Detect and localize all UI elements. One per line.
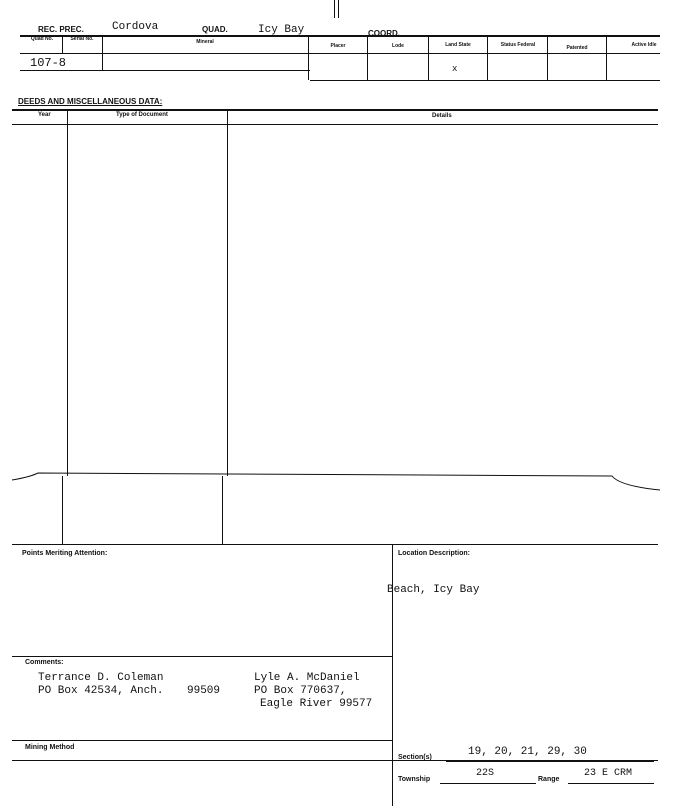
deeds-table-bottom xyxy=(12,544,658,545)
col-land-state: Land State xyxy=(445,42,471,48)
claim-table-row-bottom-right xyxy=(310,80,660,81)
claim-table-header-bottom xyxy=(20,53,660,54)
comment-right-address: PO Box 770637, xyxy=(254,685,347,697)
claim-col-divider xyxy=(62,35,63,53)
col-type-of-document: Type of Document xyxy=(116,112,168,118)
comment-right-name: Lyle A. McDaniel xyxy=(254,672,360,684)
col-active-idle: Active Idle xyxy=(631,42,657,48)
township-underline xyxy=(440,783,536,784)
col-patented: Patented xyxy=(566,45,588,51)
points-meriting-label: Points Meriting Attention: xyxy=(22,550,108,557)
claim-col-divider xyxy=(102,35,103,71)
claim-col-divider xyxy=(308,35,309,80)
range-label: Range xyxy=(538,776,560,783)
quad-value: Icy Bay xyxy=(258,24,305,36)
claim-col-divider xyxy=(428,35,429,80)
claim-table-row-bottom xyxy=(20,70,310,71)
quad-label: QUAD. xyxy=(202,25,228,34)
deeds-table-header-bottom xyxy=(12,124,658,125)
fold-line xyxy=(0,464,678,494)
col-serial-no: Serial No. xyxy=(70,36,94,42)
comment-left-address: PO Box 42534, Anch. xyxy=(38,685,164,697)
comment-left-name: Terrance D. Coleman xyxy=(38,672,164,684)
claim-col-divider xyxy=(547,35,548,80)
claim-col-divider xyxy=(606,35,607,80)
rec-prec-label: REC. PREC. xyxy=(38,25,84,34)
claim-col-divider xyxy=(367,35,368,80)
sections-label: Section(s) xyxy=(398,754,432,761)
col-details: Details xyxy=(432,113,452,119)
col-year: Year xyxy=(38,112,51,118)
mining-method-label: Mining Method xyxy=(25,744,75,751)
range-underline xyxy=(568,783,654,784)
deeds-col-divider-year xyxy=(67,110,68,476)
mining-method-top-line xyxy=(12,740,392,741)
col-status-federal: Status Federal xyxy=(500,42,536,48)
binding-mark-left xyxy=(334,0,335,18)
deeds-col-divider-type xyxy=(227,110,228,476)
land-state-mark: x xyxy=(452,64,458,74)
township-value: 22S xyxy=(476,768,495,779)
claim-table-top xyxy=(20,35,660,37)
deeds-table-top xyxy=(12,109,658,111)
comments-label: Comments: xyxy=(25,659,64,666)
claim-col-divider xyxy=(487,35,488,80)
sections-underline xyxy=(446,761,654,762)
comment-left-zip: 99509 xyxy=(187,685,221,697)
location-description-label: Location Description: xyxy=(398,550,470,557)
col-lode: Lode xyxy=(392,43,404,49)
deeds-section-title: DEEDS AND MISCELLANEOUS DATA: xyxy=(18,97,163,106)
comments-top-line xyxy=(12,656,392,657)
location-description-value: Beach, Icy Bay xyxy=(387,584,480,596)
col-placer: Placer xyxy=(330,43,346,49)
binding-mark-right xyxy=(338,0,339,18)
col-quad-no: Quad No. xyxy=(30,36,54,42)
township-label: Township xyxy=(398,776,431,783)
coord-label: COORD. xyxy=(368,29,400,38)
col-mineral: Mineral xyxy=(196,39,214,45)
rec-prec-value: Cordova xyxy=(112,21,159,33)
comment-right-city: Eagle River 99577 xyxy=(260,698,373,710)
quad-no-value: 107-8 xyxy=(30,56,67,70)
sections-value: 19, 20, 21, 29, 30 xyxy=(468,746,587,758)
range-value: 23 E CRM xyxy=(584,768,633,779)
